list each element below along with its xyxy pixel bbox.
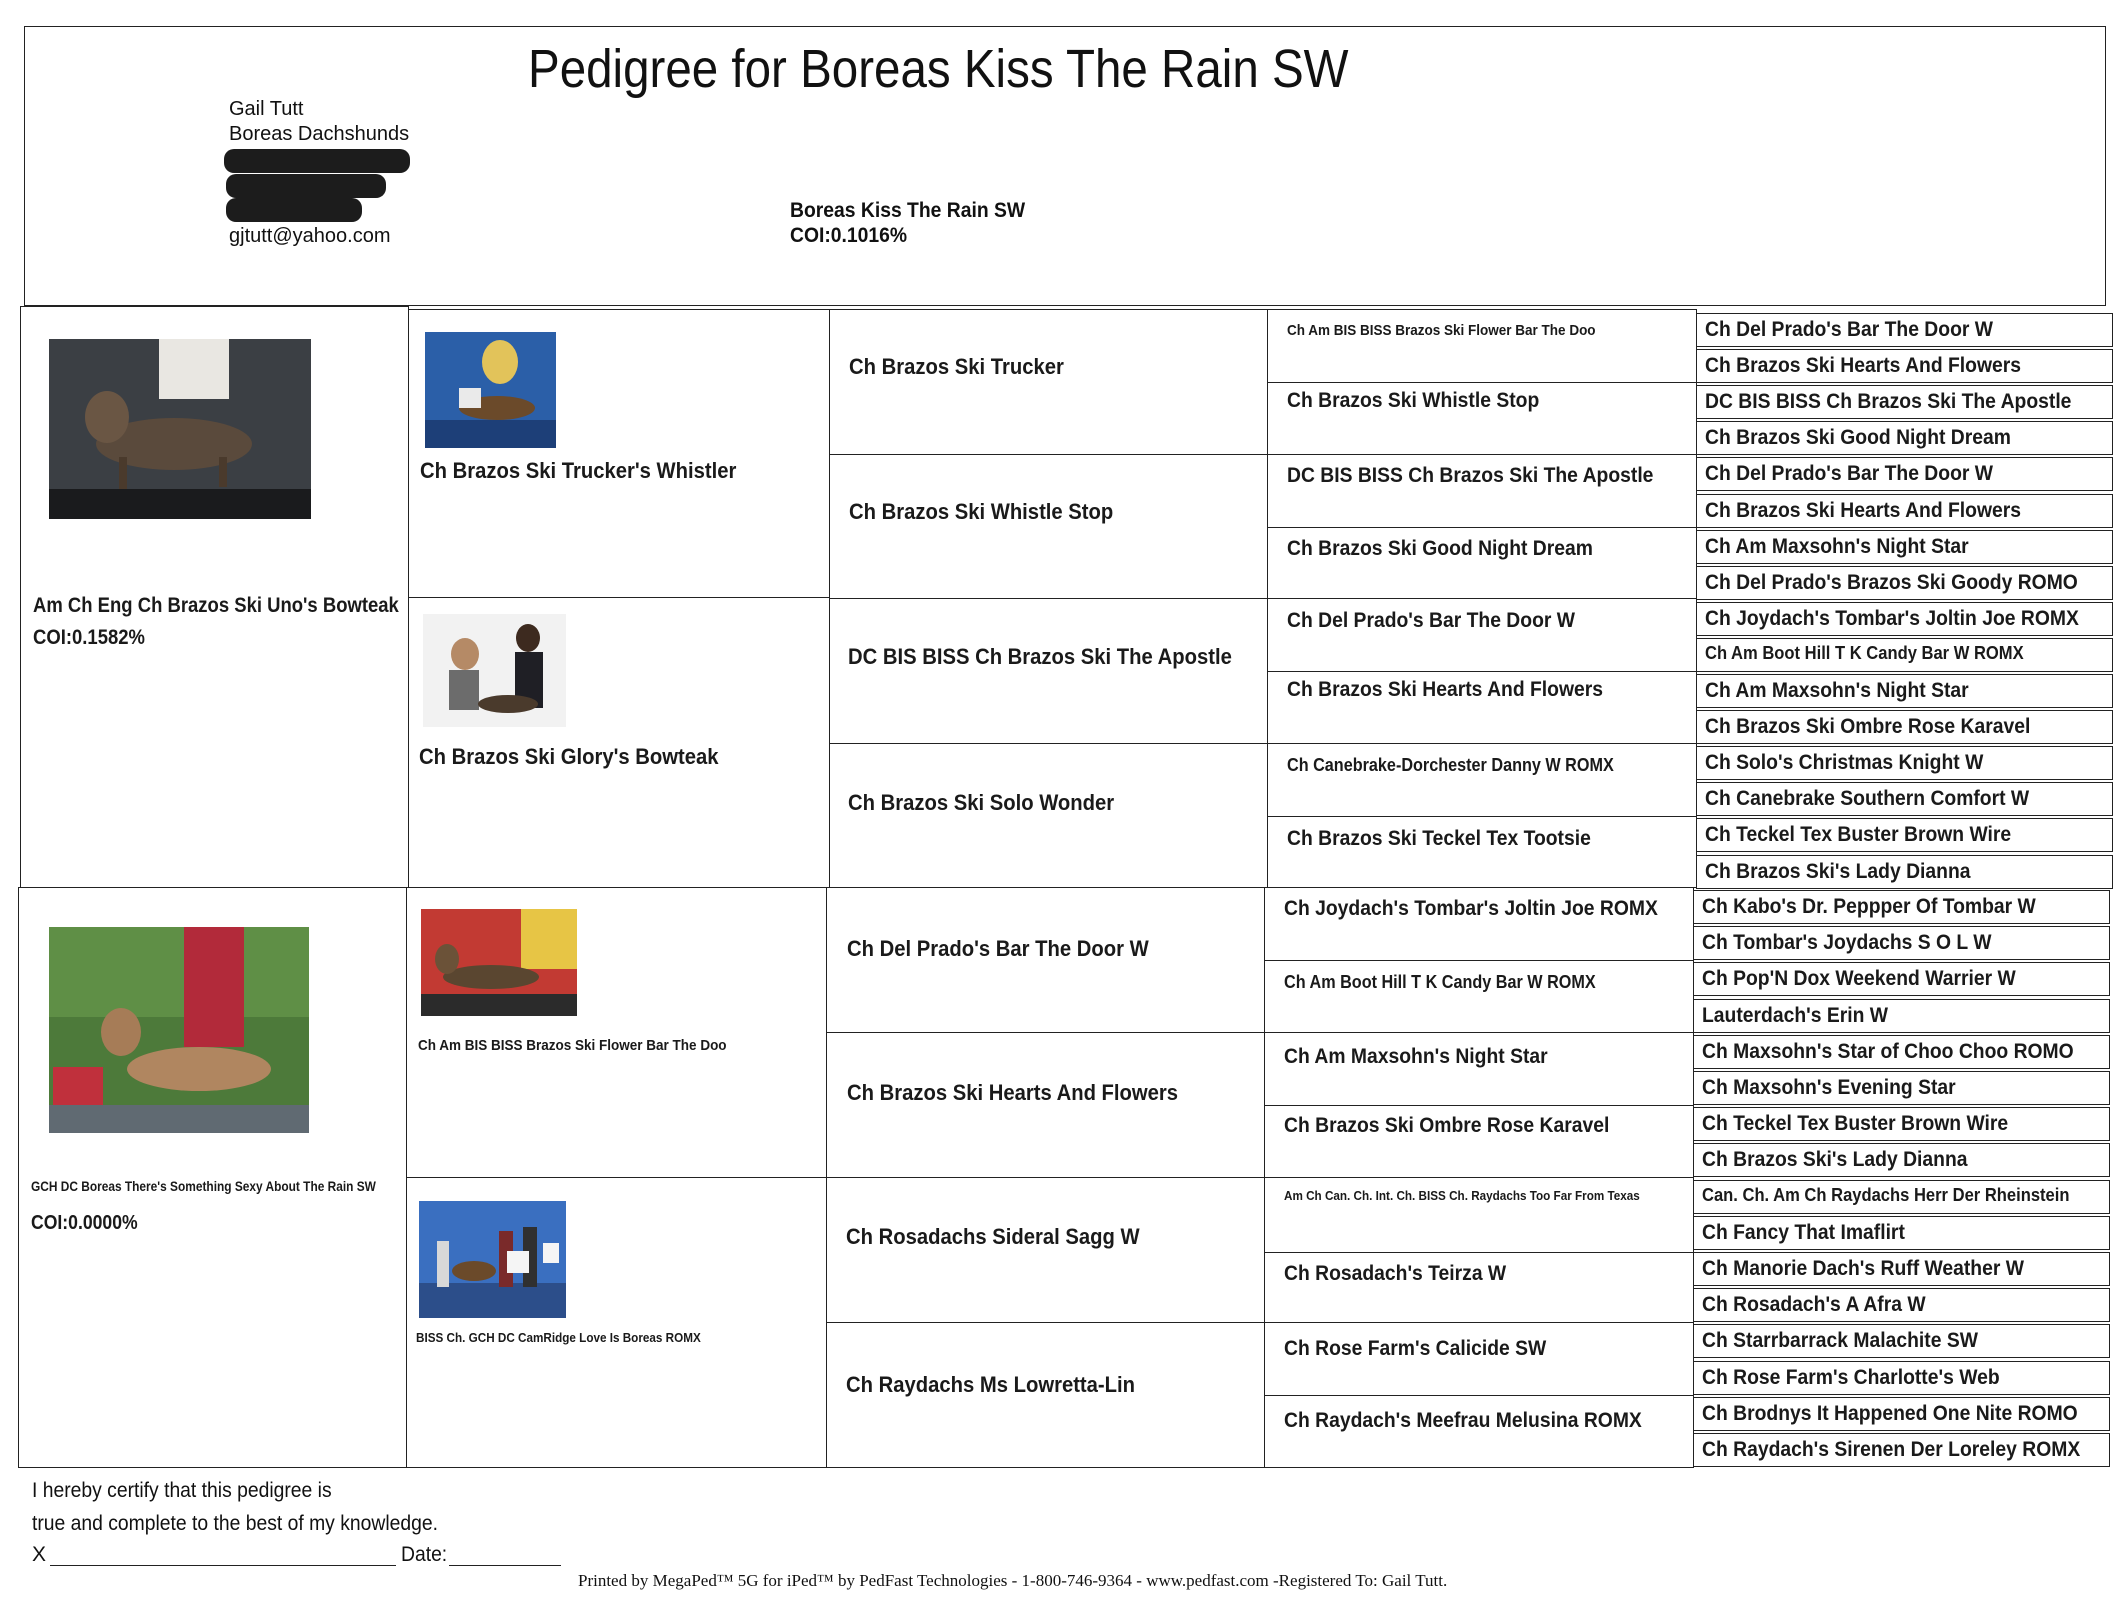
gen5-name-31: Ch Brodnys It Happened One Nite ROMO [1702,1402,2078,1425]
gen5-name-6: Ch Brazos Ski Hearts And Flowers [1705,499,2022,522]
gen3-name-6: Ch Brazos Ski Hearts And Flowers [847,1080,1179,1105]
gen5-name-28: Ch Rosadach's A Afra W [1702,1293,1926,1316]
dam-photo [49,927,309,1133]
date-label: Date: [401,1543,448,1566]
gen5-name-32: Ch Raydach's Sirenen Der Loreley ROMX [1702,1438,2081,1461]
gen4-name-5: Ch Del Prado's Bar The Door W [1287,609,1575,632]
gen4-cell-11 [1264,1032,1694,1106]
gen5-name-7: Ch Am Maxsohn's Night Star [1705,535,1969,558]
gen4-name-16: Ch Raydach's Meefrau Melusina ROMX [1284,1409,1642,1432]
gen2-name-4: BISS Ch. GCH DC CamRidge Love Is Boreas ROMX [416,1330,701,1345]
gen2-name-1: Ch Brazos Ski Trucker's Whistler [420,458,737,483]
gen2-name-2: Ch Brazos Ski Glory's Bowteak [419,744,719,769]
gen5-name-23: Ch Teckel Tex Buster Brown Wire [1702,1112,2009,1135]
subject-dog-coi: COI:0.1016% [790,224,908,247]
gen2-photo-4 [419,1201,566,1318]
gen4-cell-1 [1267,309,1697,383]
gen5-name-3: DC BIS BISS Ch Brazos Ski The Apostle [1705,390,2072,413]
gen5-name-17: Ch Kabo's Dr. Peppper Of Tombar W [1702,895,2036,918]
gen5-name-20: Lauterdach's Erin W [1702,1004,1889,1027]
gen3-cell-1 [829,309,1268,455]
gen5-name-5: Ch Del Prado's Bar The Door W [1705,462,1993,485]
gen5-name-15: Ch Teckel Tex Buster Brown Wire [1705,823,2012,846]
gen4-name-8: Ch Brazos Ski Teckel Tex Tootsie [1287,827,1591,850]
gen5-name-27: Ch Manorie Dach's Ruff Weather W [1702,1257,2024,1280]
gen5-name-2: Ch Brazos Ski Hearts And Flowers [1705,354,2022,377]
gen4-name-3: DC BIS BISS Ch Brazos Ski The Apostle [1287,464,1654,487]
certification-line-1: I hereby certify that this pedigree is [32,1479,332,1502]
gen3-name-8: Ch Raydachs Ms Lowretta-Lin [846,1372,1136,1397]
kennel-name: Boreas Dachshunds [229,123,410,145]
signature-prefix: X [32,1543,47,1566]
gen3-name-1: Ch Brazos Ski Trucker [849,354,1064,379]
redacted-address-line-1 [224,149,410,173]
gen4-name-13: Am Ch Can. Ch. Int. Ch. BISS Ch. Raydachs Too Far From Texas [1284,1188,1640,1203]
gen3-name-2: Ch Brazos Ski Whistle Stop [849,499,1114,524]
gen5-name-10: Ch Am Boot Hill T K Candy Bar W ROMX [1705,643,2024,663]
gen5-name-8: Ch Del Prado's Brazos Ski Goody ROMO [1705,571,2078,594]
gen2-photo-2 [423,614,566,727]
gen3-name-7: Ch Rosadachs Sideral Sagg W [846,1224,1140,1249]
owner-email: gjtutt@yahoo.com [229,225,391,247]
gen4-name-2: Ch Brazos Ski Whistle Stop [1287,389,1540,412]
gen3-name-4: Ch Brazos Ski Solo Wonder [848,790,1115,815]
gen1-dam-coi: COI:0.0000% [31,1212,138,1234]
gen4-name-7: Ch Canebrake-Dorchester Danny W ROMX [1287,755,1614,775]
gen3-cell-7 [826,1177,1265,1323]
gen5-name-30: Ch Rose Farm's Charlotte's Web [1702,1366,2000,1389]
signature-line [50,1565,396,1566]
date-line [449,1565,561,1566]
gen5-name-9: Ch Joydach's Tombar's Joltin Joe ROMX [1705,607,2079,630]
gen4-name-10: Ch Am Boot Hill T K Candy Bar W ROMX [1284,972,1596,992]
gen3-name-5: Ch Del Prado's Bar The Door W [847,936,1149,961]
gen2-photo-3 [421,909,577,1016]
gen1-sire-name: Am Ch Eng Ch Brazos Ski Uno's Bowteak [33,594,399,617]
gen4-cell-10 [1264,960,1694,1033]
gen5-name-26: Ch Fancy That Imaflirt [1702,1221,1905,1244]
footer-print-credit: Printed by MegaPed™ 5G for iPed™ by PedFast Technologies - 1-800-746-9364 - www.pedfast.com -Registered To: Gail Tutt. [578,1571,1448,1590]
gen4-name-9: Ch Joydach's Tombar's Joltin Joe ROMX [1284,897,1658,920]
gen1-dam-name: GCH DC Boreas There's Something Sexy About The Rain SW [31,1178,376,1194]
gen5-name-4: Ch Brazos Ski Good Night Dream [1705,426,2011,449]
gen3-cell-2 [829,454,1268,599]
gen5-name-11: Ch Am Maxsohn's Night Star [1705,679,1969,702]
gen5-name-29: Ch Starrbarrack Malachite SW [1702,1329,1978,1352]
gen5-name-1: Ch Del Prado's Bar The Door W [1705,318,1993,341]
gen5-name-21: Ch Maxsohn's Star of Choo Choo ROMO [1702,1040,2074,1063]
certification-line-2: true and complete to the best of my knowledge. [32,1512,438,1535]
gen3-name-3: DC BIS BISS Ch Brazos Ski The Apostle [848,644,1232,669]
page-title: Pedigree for Boreas Kiss The Rain SW [528,39,1349,99]
redacted-phone [226,198,362,222]
gen5-name-24: Ch Brazos Ski's Lady Dianna [1702,1148,1968,1171]
sire-photo [49,339,311,519]
subject-dog-name: Boreas Kiss The Rain SW [790,199,1026,222]
gen5-name-22: Ch Maxsohn's Evening Star [1702,1076,1956,1099]
gen5-name-14: Ch Canebrake Southern Comfort W [1705,787,2030,810]
gen5-name-12: Ch Brazos Ski Ombre Rose Karavel [1705,715,2031,738]
gen5-name-13: Ch Solo's Christmas Knight W [1705,751,1984,774]
gen2-name-3: Ch Am BIS BISS Brazos Ski Flower Bar The Doo [418,1037,727,1054]
gen4-name-14: Ch Rosadach's Teirza W [1284,1262,1507,1285]
gen4-name-4: Ch Brazos Ski Good Night Dream [1287,537,1593,560]
owner-name: Gail Tutt [229,98,304,120]
gen4-name-11: Ch Am Maxsohn's Night Star [1284,1045,1548,1068]
redacted-address-line-2 [226,174,386,198]
gen4-name-6: Ch Brazos Ski Hearts And Flowers [1287,678,1604,701]
gen5-name-16: Ch Brazos Ski's Lady Dianna [1705,860,1971,883]
gen1-sire-coi: COI:0.1582% [33,626,145,649]
gen5-name-18: Ch Tombar's Joydachs S O L W [1702,931,1992,954]
gen4-name-1: Ch Am BIS BISS Brazos Ski Flower Bar The Doo [1287,322,1596,339]
gen4-name-15: Ch Rose Farm's Calicide SW [1284,1337,1547,1360]
gen4-name-12: Ch Brazos Ski Ombre Rose Karavel [1284,1114,1610,1137]
gen5-name-25: Can. Ch. Am Ch Raydachs Herr Der Rheinstein [1702,1185,2070,1205]
gen2-photo-1 [425,332,556,448]
gen3-cell-3 [829,598,1268,744]
gen5-name-19: Ch Pop'N Dox Weekend Warrier W [1702,967,2016,990]
